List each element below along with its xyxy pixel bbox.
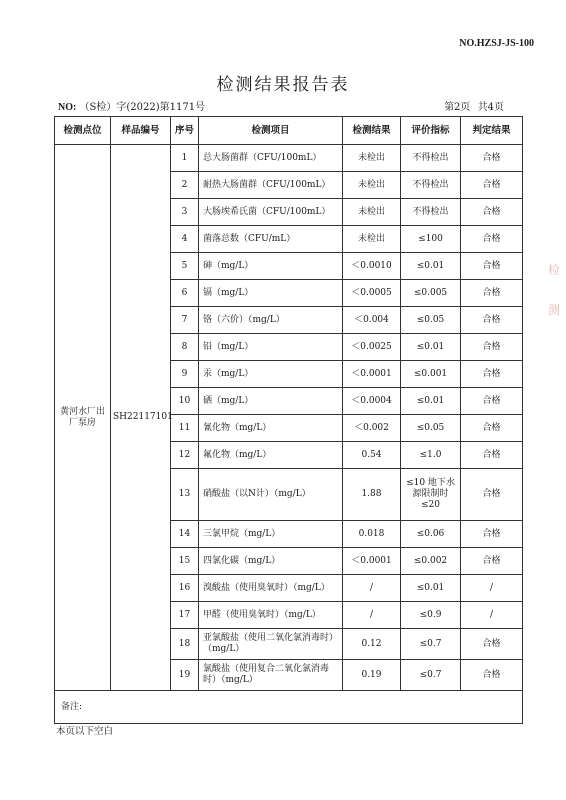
header-item: 检测项目 [199,117,343,145]
result-cell: 未检出 [343,226,401,253]
result-cell: ＜0.0010 [343,253,401,280]
result-cell: ＜0.0001 [343,548,401,575]
judgement-cell: 合格 [461,226,523,253]
result-cell: 0.018 [343,521,401,548]
judgement-cell: 合格 [461,629,523,660]
no-cell: 14 [171,521,199,548]
judgement-cell: 合格 [461,521,523,548]
limit-cell: ≤0.9 [401,602,461,629]
report-number-label: NO: [58,102,77,113]
result-cell: 1.88 [343,469,401,521]
result-cell: / [343,602,401,629]
judgement-cell: 合格 [461,660,523,691]
item-cell: 砷（mg/L） [199,253,343,280]
result-cell: ＜0.0001 [343,361,401,388]
result-cell: ＜0.002 [343,415,401,442]
judgement-cell: 合格 [461,280,523,307]
limit-cell: ≤0.06 [401,521,461,548]
limit-cell: ≤0.01 [401,388,461,415]
limit-cell: 不得检出 [401,199,461,226]
remark-row [55,691,523,724]
judgement-cell: 合格 [461,361,523,388]
no-cell: 5 [171,253,199,280]
judgement-cell: 合格 [461,334,523,361]
report-number [58,98,205,113]
header-sample-id: 样品编号 [111,117,171,145]
item-cell: 硝酸盐（以N计）（mg/L） [199,469,343,521]
judgement-cell: / [461,575,523,602]
location-cell: 黄河水厂出厂泵房 [55,145,111,691]
no-cell: 3 [171,199,199,226]
result-cell: ＜0.0004 [343,388,401,415]
judgement-cell: / [461,602,523,629]
document-number: NO.HZSJ-JS-100 [459,38,534,49]
header-result: 检测结果 [343,117,401,145]
result-cell: 未检出 [343,145,401,172]
no-cell: 16 [171,575,199,602]
limit-cell: ≤0.001 [401,361,461,388]
no-cell: 4 [171,226,199,253]
header-location: 检测点位 [55,117,111,145]
no-cell: 17 [171,602,199,629]
item-cell: 氟化物（mg/L） [199,442,343,469]
no-cell: 9 [171,361,199,388]
item-cell: 铅（mg/L） [199,334,343,361]
limit-cell: ≤0.05 [401,307,461,334]
result-cell: 0.12 [343,629,401,660]
item-cell: 甲醛（使用臭氧时）（mg/L） [199,602,343,629]
item-cell: 三氯甲烷（mg/L） [199,521,343,548]
header-judgement: 判定结果 [461,117,523,145]
item-cell: 硒（mg/L） [199,388,343,415]
result-cell: 0.19 [343,660,401,691]
sample-id-cell: SH22117101 [111,145,171,691]
page-total: 共4页 [477,102,504,113]
limit-cell: ≤0.002 [401,548,461,575]
page-current: 第2页 [444,102,471,113]
result-cell: ＜0.004 [343,307,401,334]
item-cell: 四氯化碳（mg/L） [199,548,343,575]
limit-cell: ≤0.005 [401,280,461,307]
no-cell: 12 [171,442,199,469]
item-cell: 溴酸盐（使用臭氧时）（mg/L） [199,575,343,602]
result-cell: 未检出 [343,172,401,199]
limit-cell: ≤1.0 [401,442,461,469]
limit-cell: ≤0.7 [401,660,461,691]
judgement-cell: 合格 [461,548,523,575]
judgement-cell: 合格 [461,469,523,521]
item-cell: 菌落总数（CFU/mL） [199,226,343,253]
judgement-cell: 合格 [461,442,523,469]
item-cell: 镉（mg/L） [199,280,343,307]
no-cell: 8 [171,334,199,361]
limit-cell: ≤0.01 [401,334,461,361]
limit-cell: ≤100 [401,226,461,253]
remark-label: 备注: [55,691,523,724]
no-cell: 6 [171,280,199,307]
result-cell: 未检出 [343,199,401,226]
judgement-cell: 合格 [461,145,523,172]
item-cell: 氰化物（mg/L） [199,415,343,442]
no-cell: 13 [171,469,199,521]
judgement-cell: 合格 [461,415,523,442]
limit-cell: ≤10 地下水源限制时 ≤20 [401,469,461,521]
header-limit: 评价指标 [401,117,461,145]
no-cell: 2 [171,172,199,199]
no-cell: 11 [171,415,199,442]
item-cell: 铬（六价）（mg/L） [199,307,343,334]
result-cell: 0.54 [343,442,401,469]
page-title: 检测结果报告表 [216,75,350,95]
judgement-cell: 合格 [461,307,523,334]
limit-cell: 不得检出 [401,172,461,199]
judgement-cell: 合格 [461,253,523,280]
no-cell: 1 [171,145,199,172]
header-no: 序号 [171,117,199,145]
no-cell: 19 [171,660,199,691]
report-number-value: （S检）字(2022)第1171号 [79,102,206,113]
limit-cell: 不得检出 [401,145,461,172]
limit-cell: ≤0.01 [401,253,461,280]
no-cell: 18 [171,629,199,660]
page-indicator [440,98,504,113]
results-table [54,116,523,724]
result-cell: ＜0.0005 [343,280,401,307]
table-row [55,145,523,172]
item-cell: 大肠埃希氏菌（CFU/100mL） [199,199,343,226]
judgement-cell: 合格 [461,199,523,226]
result-cell: / [343,575,401,602]
judgement-cell: 合格 [461,388,523,415]
no-cell: 10 [171,388,199,415]
limit-cell: ≤0.01 [401,575,461,602]
item-cell: 亚氯酸盐（使用二氧化氯消毒时）（mg/L） [199,629,343,660]
limit-cell: ≤0.7 [401,629,461,660]
no-cell: 7 [171,307,199,334]
result-cell: ＜0.0025 [343,334,401,361]
limit-cell: ≤0.05 [401,415,461,442]
stamp-mark: 检测 [548,263,561,317]
item-cell: 氯酸盐（使用复合二氧化氯消毒时）（mg/L） [199,660,343,691]
no-cell: 15 [171,548,199,575]
item-cell: 总大肠菌群（CFU/100mL） [199,145,343,172]
footer-note: 本页以下空白 [56,726,114,737]
item-cell: 耐热大肠菌群（CFU/100mL） [199,172,343,199]
judgement-cell: 合格 [461,172,523,199]
item-cell: 汞（mg/L） [199,361,343,388]
